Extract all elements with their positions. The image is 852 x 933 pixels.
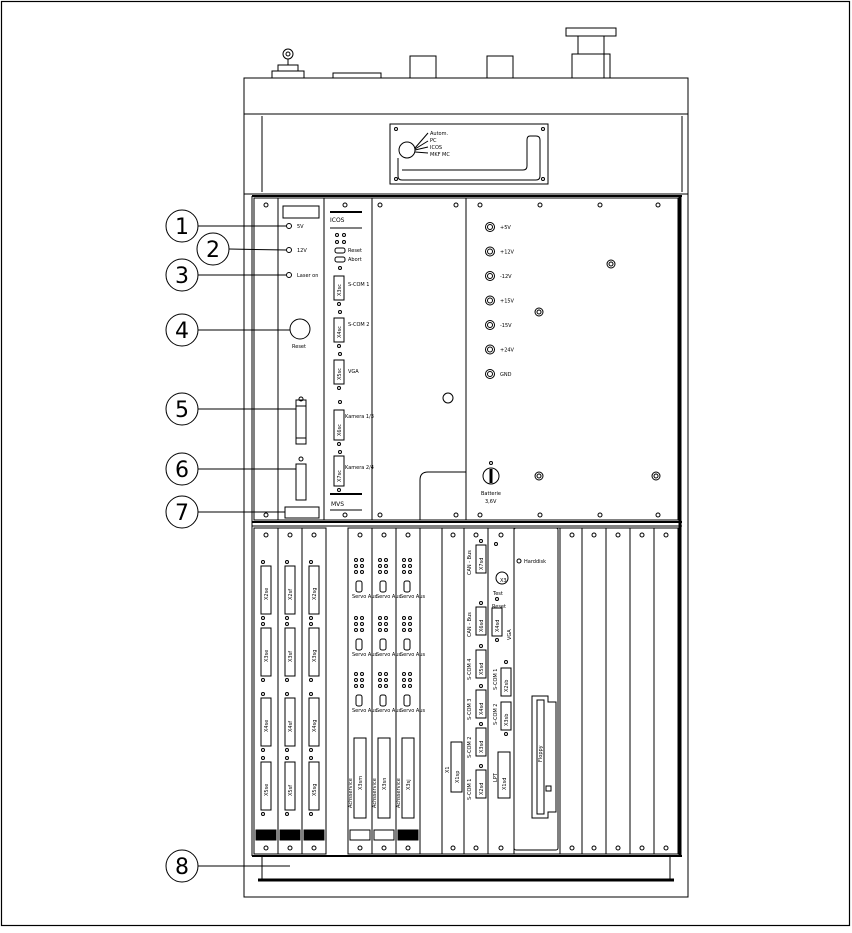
fuse-icon [404, 639, 410, 650]
aux-card-label: X1 [445, 766, 451, 773]
card-handle [304, 830, 324, 840]
com-a-label: S-COM 1 [467, 778, 473, 800]
com2-tag: X3sb [504, 713, 510, 726]
led-icon [385, 559, 388, 562]
floppy-label: Floppy [538, 745, 544, 762]
connector-label-scom2: S-COM 2 [348, 322, 370, 328]
x3-label: X3 [500, 578, 507, 584]
led-icon [355, 685, 358, 688]
screw-icon [406, 533, 410, 537]
io-connector-tag: X4sf [288, 721, 294, 732]
servo-label: Servo Aus [376, 652, 402, 658]
vga-label: VGA [507, 629, 513, 640]
screw-icon [382, 846, 386, 850]
led-icon [385, 673, 388, 676]
com-b-reset-label: Reset [492, 604, 506, 610]
card-handle [398, 830, 418, 840]
led-label-12v: 12V [297, 248, 307, 254]
screw-icon [310, 617, 313, 620]
screw-icon [286, 813, 289, 816]
aux-card-tag: X1sp [455, 770, 461, 783]
io-card [254, 528, 278, 854]
led-icon [379, 673, 382, 676]
voltage-label: -12V [500, 274, 512, 280]
reset-label: Reset [292, 344, 306, 350]
led-icon [361, 565, 364, 568]
led-icon [409, 685, 412, 688]
led-icon [355, 623, 358, 626]
led-icon [361, 559, 364, 562]
axis-label: Achsservice [348, 778, 354, 808]
com-a-label: S-COM 3 [467, 698, 473, 720]
led-icon [403, 617, 406, 620]
fuse-icon [356, 695, 362, 706]
io-connector-tag: X2sf [288, 589, 294, 600]
led-icon [385, 629, 388, 632]
com1-label: S-COM 1 [493, 668, 499, 690]
led-icon [403, 565, 406, 568]
callout-number: 8 [175, 855, 189, 880]
fuse-icon [380, 695, 386, 706]
terminal-inner-icon [488, 225, 493, 230]
led-icon [403, 559, 406, 562]
screw-icon [480, 645, 483, 648]
servo-label: Servo Aus [352, 708, 378, 714]
connector-tag-x5sc: X5sc [337, 368, 343, 380]
led-icon [409, 571, 412, 574]
led-icon [361, 629, 364, 632]
servo-cards [348, 528, 426, 854]
screw-icon [312, 533, 316, 537]
indicator-label-autom: Autom. [430, 131, 449, 137]
outer-frame [2, 2, 850, 926]
indicator-label-pc: PC [430, 138, 437, 144]
com1-tag: X2sb [504, 679, 510, 692]
servo-label: Servo Aus [400, 594, 426, 600]
screw-icon [262, 693, 265, 696]
led-icon [355, 571, 358, 574]
screw-icon [312, 846, 316, 850]
screw-icon [310, 679, 313, 682]
fuse-icon [404, 581, 410, 592]
fuse-icon [380, 639, 386, 650]
servo-label: Servo Aus [352, 652, 378, 658]
connector-tag-x3sc: X3sc [337, 284, 343, 296]
servo-tag: X3sj [406, 779, 412, 790]
icos-title: ICOS [330, 217, 345, 224]
terminal-inner-icon [488, 347, 493, 352]
terminal-inner-icon [488, 249, 493, 254]
top-housing [244, 78, 688, 114]
card-handle [256, 830, 276, 840]
com-a-label: CAN - Bus [467, 612, 473, 637]
indicator-label-icos: ICOS [430, 145, 443, 151]
led-label-5v: 5V [297, 224, 304, 230]
screw-icon [286, 623, 289, 626]
indicator-label-mkf: MKF MC [430, 152, 450, 158]
voltage-label: GND [500, 372, 512, 378]
servo-tag: X3sm [358, 775, 364, 790]
screw-icon [262, 749, 265, 752]
com-a-tag: X3sd [479, 740, 485, 753]
aux-card [420, 528, 464, 854]
fuse-icon [356, 581, 362, 592]
battery-label: Batterie [481, 491, 502, 497]
connector-label-scom1: S-COM 1 [348, 282, 370, 288]
led-icon [385, 685, 388, 688]
io-connector-tag: X2sg [312, 587, 318, 600]
io-card [302, 528, 326, 854]
voltage-label: +15V [500, 298, 514, 305]
screw-icon [406, 846, 410, 850]
servo-label: Servo Aus [376, 594, 402, 600]
com-a-tag: X6sd [479, 619, 485, 632]
power-panel [466, 198, 678, 520]
io-cards [254, 528, 326, 854]
led-icon [355, 617, 358, 620]
screw-icon [262, 813, 265, 816]
terminal-inner-icon [488, 298, 493, 303]
screw-icon [262, 679, 265, 682]
led-icon [403, 679, 406, 682]
led-icon [355, 559, 358, 562]
screw-icon [310, 757, 313, 760]
screw-icon [310, 623, 313, 626]
servo-label: Servo Aus [400, 708, 426, 714]
io-connector-tag: X5sg [312, 783, 318, 796]
screw-icon [262, 617, 265, 620]
screw-icon [264, 846, 268, 850]
screw-icon [286, 693, 289, 696]
terminal-icon [486, 223, 495, 232]
disk-module [514, 528, 560, 854]
fuse-icon [380, 581, 386, 592]
blank-slots [560, 528, 678, 854]
screw-icon [286, 749, 289, 752]
fuse-icon [356, 639, 362, 650]
screw-icon [358, 846, 362, 850]
io-connector-tag: X3sg [312, 649, 318, 662]
screw-icon [262, 757, 265, 760]
screw-icon [382, 533, 386, 537]
card-handle [374, 830, 394, 840]
io-connector-tag: X2se [264, 587, 270, 600]
callout-leader [229, 249, 286, 250]
connector-label-vga: VGA [348, 369, 359, 375]
mvs-label: MVS [331, 501, 345, 508]
led-icon [409, 673, 412, 676]
terminal-inner-icon [488, 323, 493, 328]
terminal-icon [486, 370, 495, 379]
screw-icon [310, 749, 313, 752]
lpt-tag: X1sd [502, 777, 508, 790]
blank-panel [372, 198, 466, 520]
led-icon [409, 617, 412, 620]
led-icon [361, 617, 364, 620]
screw-icon [286, 679, 289, 682]
connector-label-kamera13: Kamera 1/3 [345, 414, 374, 420]
io-connector-tag: X3se [264, 649, 270, 662]
vga-tag: X4sd [495, 619, 501, 632]
terminal-icon [486, 272, 495, 281]
io-connector-tag: X3sf [288, 651, 294, 662]
led-icon [409, 559, 412, 562]
screw-icon [480, 685, 483, 688]
terminal-icon [486, 321, 495, 330]
screw-icon [480, 723, 483, 726]
com-a-tag: X2sd [479, 782, 485, 795]
screw-icon [286, 561, 289, 564]
voltage-terminals [486, 223, 515, 379]
led-icon [403, 685, 406, 688]
screw-icon [310, 693, 313, 696]
connector-tag-x7sc: X7sc [337, 470, 343, 482]
terminal-inner-icon [488, 372, 493, 377]
screw-icon [480, 602, 483, 605]
voltage-label: +5V [500, 225, 511, 231]
com2-label: S-COM 2 [493, 703, 499, 725]
connector-label-kamera24: Kamera 2/4 [345, 465, 374, 471]
led-icon [379, 679, 382, 682]
icos-module [324, 198, 372, 520]
io-connector-tag: X4sg [312, 719, 318, 732]
led-icon [385, 565, 388, 568]
led-icon [379, 617, 382, 620]
led-icon [385, 623, 388, 626]
led-label-laser: Laser on [297, 273, 319, 279]
io-connector-tag: X5se [264, 783, 270, 796]
led-icon [361, 571, 364, 574]
io-connector-tag: X5sf [288, 785, 294, 796]
led-icon [385, 571, 388, 574]
com-card-a [464, 528, 488, 854]
voltage-label: -15V [500, 323, 512, 329]
servo-label: Servo Aus [352, 594, 378, 600]
indicator-plate [390, 124, 548, 184]
screw-icon [480, 540, 483, 543]
bottom-tray [258, 856, 674, 880]
led-icon [379, 559, 382, 562]
led-icon [403, 629, 406, 632]
callout-number: 2 [206, 238, 220, 263]
lpt-label: LPT [493, 773, 499, 782]
io-connector-tag: X4se [264, 719, 270, 732]
indicator-housing [244, 114, 688, 194]
led-icon [409, 565, 412, 568]
screw-icon [310, 813, 313, 816]
callout-number: 1 [175, 215, 189, 240]
battery-voltage-label: 3,6V [485, 499, 497, 505]
io-card [278, 528, 302, 854]
axis-label: Achsservice [372, 778, 378, 808]
servo-label: Servo Aus [400, 652, 426, 658]
callouts [166, 210, 296, 882]
fuse-icon [404, 695, 410, 706]
led-icon [361, 685, 364, 688]
harddisk-label: Harddisk [524, 559, 547, 565]
led-icon [409, 629, 412, 632]
com-a-label: CAN - Bus [467, 550, 473, 575]
screw-icon [288, 533, 292, 537]
com-a-tag: X4sd [479, 702, 485, 715]
com-a-label: S-COM 4 [467, 658, 473, 680]
left-control-module [254, 198, 324, 520]
test-label: Test [493, 591, 503, 597]
screw-icon [286, 757, 289, 760]
servo-tag: X3sn [382, 777, 388, 790]
axis-connector [402, 738, 414, 818]
terminal-icon [486, 247, 495, 256]
callout-number: 6 [175, 458, 189, 483]
callout-number: 7 [175, 501, 189, 526]
led-icon [379, 571, 382, 574]
icos-abort-label: Abort [348, 257, 362, 263]
terminal-icon [486, 345, 495, 354]
callout-number: 5 [175, 398, 189, 423]
led-icon [379, 623, 382, 626]
terminal-inner-icon [488, 274, 493, 279]
led-icon [355, 629, 358, 632]
roof-connectors [272, 28, 616, 78]
led-icon [403, 571, 406, 574]
led-icon [355, 673, 358, 676]
servo-label: Servo Aus [376, 708, 402, 714]
led-icon [385, 679, 388, 682]
led-icon [379, 685, 382, 688]
led-icon [409, 623, 412, 626]
screw-icon [262, 561, 265, 564]
com-card-b [488, 528, 514, 854]
com-a-label: S-COM 2 [467, 736, 473, 758]
screw-icon [310, 561, 313, 564]
led-icon [385, 617, 388, 620]
terminal-icon [486, 296, 495, 305]
led-icon [361, 679, 364, 682]
led-icon [379, 629, 382, 632]
connector-tag-x4sc: X4sc [337, 326, 343, 338]
com-a-tag: X7sd [479, 557, 485, 570]
led-icon [379, 565, 382, 568]
screw-icon [286, 617, 289, 620]
screw-icon [262, 623, 265, 626]
voltage-label: +12V [500, 249, 514, 256]
led-icon [403, 623, 406, 626]
led-icon [361, 673, 364, 676]
led-icon [355, 679, 358, 682]
com-a-tag: X5sd [479, 662, 485, 675]
screw-icon [358, 533, 362, 537]
led-icon [355, 565, 358, 568]
connector-tag-x6sc: X6sc [337, 424, 343, 436]
card-handle [280, 830, 300, 840]
led-icon [361, 623, 364, 626]
axis-label: Achsservice [396, 778, 402, 808]
screw-icon [480, 765, 483, 768]
led-icon [409, 679, 412, 682]
voltage-label: +24V [500, 347, 514, 354]
led-icon [403, 673, 406, 676]
callout-number: 4 [175, 319, 189, 344]
card-handle [350, 830, 370, 840]
icos-reset-label: Reset [348, 248, 362, 254]
callout-number: 3 [175, 264, 189, 289]
screw-icon [288, 846, 292, 850]
screw-icon [264, 533, 268, 537]
